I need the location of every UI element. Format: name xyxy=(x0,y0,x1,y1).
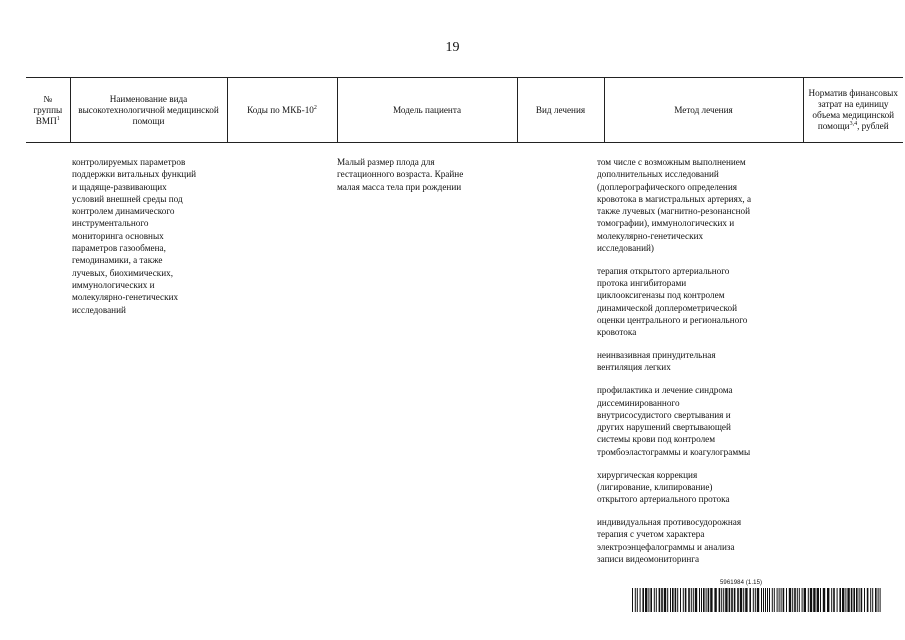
header-financial-norm: Норматив финансовых затрат на единицу объема медицинской помощи$^{3,4}$, рублей xyxy=(803,78,903,143)
method-paragraph: хирургическая коррекция (лигирование, клипирование) открытого артериального протока xyxy=(597,469,730,505)
barcode-icon xyxy=(632,588,882,612)
method-paragraph: терапия открытого артериального протока ингибиторами циклооксигеназы под контролем динамической доплерометрической оценки центрального и регионального кровотока xyxy=(597,265,748,338)
method-paragraph: профилактика и лечение синдрома диссеминированного внутрисосудистого свертывания и других нарушений свертывающей системы крови под контролем тромбоэластограммы и коагулограммы xyxy=(597,385,751,457)
table-header xyxy=(26,77,903,143)
header-icd-codes: Коды по МКБ-$10^2$ xyxy=(227,78,337,143)
method-paragraph: том числе с возможным выполнением дополнительных исследований (доплерографического определения кровотока в магистральных артериях, а также лучевых (магнитно-резонансной томографии), иммунологических и молекулярно-генетических исследований) xyxy=(597,157,752,254)
care-type-text: контролируемых параметров поддержки витальных функций и щадяще-развивающих условий внешней среды под контролем динамического инструментального мониторинга основных параметров газообмена, гемодинамики, а также лучевых, биохимических, иммунологических и молекулярно-генетических исследований xyxy=(72,157,197,315)
header-patient-model: Модель пациента xyxy=(337,78,517,143)
patient-model-text: Малый размер плода для гестационного возраста. Крайне малая масса тела при рождении xyxy=(337,157,464,192)
method-paragraph: неинвазивная принудительная вентиляция легких xyxy=(597,350,716,373)
page-number: 19 xyxy=(445,40,460,55)
header-care-type: Наименование вида высокотехнологичной медицинской помощи xyxy=(70,78,227,143)
treatment-method-cell xyxy=(597,156,787,576)
patient-model-cell xyxy=(337,156,497,203)
method-paragraph: индивидуальная противосудорожная терапия с учетом характера электроэнцефалограммы и анализа записи видеомониторинга xyxy=(597,516,742,564)
barcode-number: 5961984 (1.15) xyxy=(720,580,763,586)
header-treatment-type: Вид лечения xyxy=(517,78,604,143)
care-type-cell xyxy=(72,156,232,326)
header-group-number: № группы ВМП$^1$ xyxy=(26,78,70,143)
header-treatment-method: Метод лечения xyxy=(604,78,803,143)
